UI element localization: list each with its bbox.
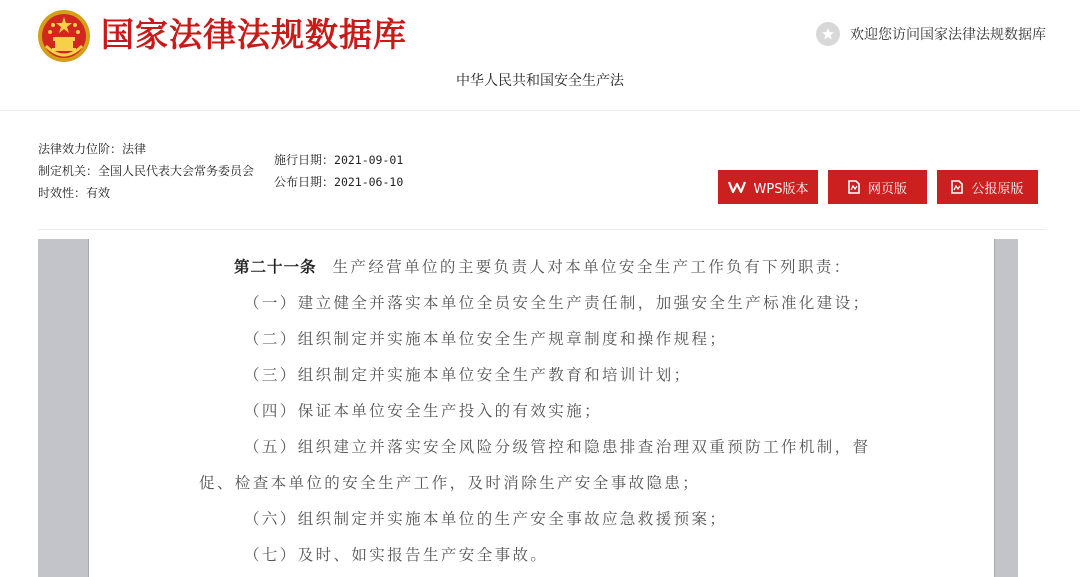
welcome-text: 欢迎您访问国家法律法规数据库	[850, 27, 1046, 43]
web-version-button[interactable]: 网页版	[828, 170, 927, 204]
wps-icon	[728, 181, 746, 193]
meta-divider	[38, 229, 1046, 230]
site-title: 国家法律法规数据库	[101, 15, 407, 54]
header-divider	[0, 110, 1080, 111]
gazette-version-button[interactable]: 公报原版	[937, 170, 1038, 204]
article-clause: （二）组织制定并实施本单位安全生产规章制度和操作规程；	[244, 330, 728, 348]
meta-validity: 时效性：有效	[38, 186, 111, 200]
download-buttons	[718, 170, 1038, 204]
meta-effective-date: 施行日期：2021-09-01	[274, 153, 404, 167]
wps-version-button[interactable]: WPS版本	[718, 170, 818, 204]
article-clause-continued: 促、检查本单位的安全生产工作，及时消除生产安全事故隐患；	[199, 474, 701, 492]
pdf-icon	[848, 180, 860, 194]
article-number: 第二十一条	[234, 258, 317, 276]
document-page	[88, 239, 995, 577]
meta-authority: 制定机关：全国人民代表大会常务委员会	[38, 164, 255, 178]
favorite-star-icon[interactable]	[816, 22, 840, 46]
meta-published-date: 公布日期：2021-06-10	[274, 175, 404, 189]
welcome-area	[816, 22, 1046, 46]
article-clause: （三）组织制定并实施本单位安全生产教育和培训计划；	[244, 366, 692, 384]
meta-level: 法律效力位阶：法律	[38, 142, 147, 156]
meta-right	[274, 149, 403, 193]
article-clause: （六）组织制定并实施本单位的生产安全事故应急救援预案；	[244, 510, 728, 528]
article-clause: （七）及时、如实报告生产安全事故。	[244, 546, 549, 564]
meta-left	[38, 138, 254, 204]
article-clause: （一）建立健全并落实本单位全员安全生产责任制，加强安全生产标准化建设；	[244, 294, 871, 312]
document-title: 中华人民共和国安全生产法	[456, 73, 624, 89]
document-viewer[interactable]	[38, 239, 1018, 577]
article-clause: （四）保证本单位安全生产投入的有效实施；	[244, 402, 603, 420]
article-clause: （五）组织建立并落实安全风险分级管控和隐患排查治理双重预防工作机制，督	[244, 438, 871, 456]
article-first-line: 第二十一条 生产经营单位的主要负责人对本单位安全生产工作负有下列职责：	[234, 258, 852, 276]
pdf-icon	[951, 180, 963, 194]
national-emblem-icon	[36, 8, 92, 64]
